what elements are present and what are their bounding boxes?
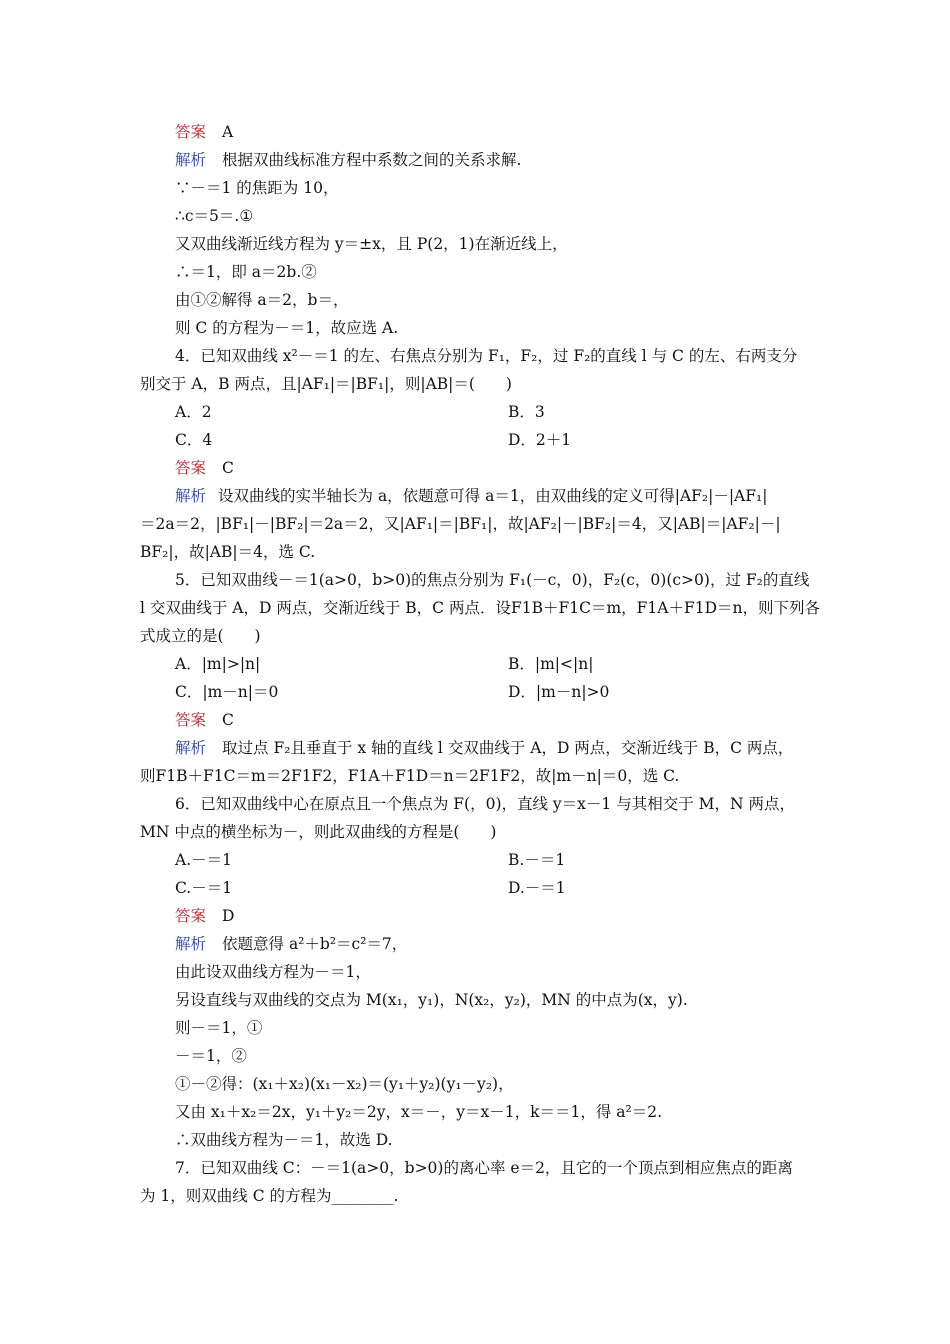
analysis-text: 设双曲线的实半轴长为 a，依题意可得 a＝1，由双曲线的定义可得|AF₂|－|AF₁| <box>218 487 768 505</box>
option-b: B．|m|<|n| <box>508 655 594 673</box>
answer-line <box>175 122 233 142</box>
question-4-stem-cont: 别交于 A，B 两点，且|AF₁|＝|BF₁|，则|AB|＝( ) <box>140 375 512 393</box>
answer-label: 答案 <box>175 907 207 925</box>
text-line: BF₂|，故|AB|＝4，选 C. <box>140 543 316 561</box>
text-line: ∴双曲线方程为－＝1，故选 D. <box>175 1131 393 1149</box>
option-c: C．|m－n|＝0 <box>175 683 279 701</box>
text-line: －＝1，② <box>175 1047 247 1065</box>
text-line: ∴＝1，即 a＝2b.② <box>175 263 317 281</box>
analysis-line <box>175 934 407 954</box>
text-line: 又由 x₁＋x₂＝2x，y₁＋y₂＝2y，x＝－，y＝x－1，k＝＝1，得 a²＝2. <box>175 1103 663 1121</box>
answer-line <box>175 710 234 730</box>
answer-label: 答案 <box>175 459 207 477</box>
answer-label: 答案 <box>175 123 207 141</box>
analysis-text: 依题意得 a²＋b²＝c²＝7， <box>222 935 408 953</box>
analysis-line <box>175 486 767 506</box>
option-a: A．2 <box>175 403 212 421</box>
text-line: 则F1B＋F1C＝m＝2F1F2，F1A＋F1D＝n＝2F1F2，故|m－n|＝0，选 C. <box>140 767 680 785</box>
analysis-line <box>175 738 793 758</box>
text-line: 由此设双曲线方程为－＝1， <box>175 963 371 981</box>
option-a: A.－＝1 <box>175 851 232 869</box>
answer-line <box>175 458 234 478</box>
text-line: ＝2a＝2，|BF₁|－|BF₂|＝2a＝2，又|AF₁|＝|BF₁|，故|AF₂|－|BF₂|＝4，又|AB|＝|AF₂|－| <box>140 515 781 533</box>
answer-value: C <box>222 459 234 477</box>
question-6-stem-cont: MN 中点的横坐标为－，则此双曲线的方程是( ) <box>140 823 497 841</box>
answer-value: C <box>222 711 234 729</box>
option-c: C.－＝1 <box>175 879 233 897</box>
question-7-stem: 7．已知双曲线 C：－＝1(a>0，b>0)的离心率 e＝2，且它的一个顶点到相应焦点的距离 <box>175 1159 793 1177</box>
text-line: 又双曲线渐近线方程为 y＝±x，且 P(2，1)在渐近线上， <box>175 235 568 253</box>
question-6-stem: 6．已知双曲线中心在原点且一个焦点为 F(，0)，直线 y＝x－1 与其相交于 M，N 两点， <box>175 795 796 813</box>
answer-line <box>175 906 234 926</box>
analysis-line <box>175 150 521 170</box>
analysis-label: 解析 <box>175 739 207 757</box>
question-5-stem: 5．已知双曲线－＝1(a>0，b>0)的焦点分别为 F₁(－c，0)，F₂(c，0)(c>0)，过 F₂的直线 <box>175 571 810 589</box>
analysis-label: 解析 <box>175 935 207 953</box>
text-line: 由①②解得 a＝2，b＝， <box>175 291 349 309</box>
option-d: D．2＋1 <box>508 431 572 449</box>
option-c: C．4 <box>175 431 213 449</box>
analysis-label: 解析 <box>175 151 207 169</box>
answer-value: A <box>222 123 234 141</box>
text-line: ∴c＝5＝.① <box>175 207 254 225</box>
text-line: ∵－＝1 的焦距为 10， <box>175 179 339 197</box>
answer-value: D <box>222 907 235 925</box>
option-d: D.－＝1 <box>508 879 566 897</box>
option-b: B.－＝1 <box>508 851 566 869</box>
text-line: ①－②得：(x₁＋x₂)(x₁－x₂)＝(y₁＋y₂)(y₁－y₂)， <box>175 1075 514 1093</box>
question-4-stem: 4．已知双曲线 x²－＝1 的左、右焦点分别为 F₁，F₂，过 F₂的直线 l 与 C 的左、右两支分 <box>175 347 798 365</box>
analysis-text: 根据双曲线标准方程中系数之间的关系求解. <box>222 151 522 169</box>
option-d: D．|m－n|>0 <box>508 683 610 701</box>
question-5-stem-cont: 式成立的是( ) <box>140 627 261 645</box>
question-5-stem-cont: l 交双曲线于 A，D 两点，交渐近线于 B，C 两点．设F1B＋F1C＝m，F1A＋F1D＝n，则下列各 <box>140 599 820 617</box>
option-b: B．3 <box>508 403 545 421</box>
text-line: 另设直线与双曲线的交点为 M(x₁，y₁)，N(x₂，y₂)，MN 的中点为(x，y). <box>175 991 688 1009</box>
text-line: 则 C 的方程为－＝1，故应选 A. <box>175 319 399 337</box>
option-a: A．|m|>|n| <box>175 655 261 673</box>
question-7-stem-cont: 为 1，则双曲线 C 的方程为________. <box>140 1187 399 1205</box>
text-line: 则－＝1，① <box>175 1019 263 1037</box>
analysis-label: 解析 <box>175 487 207 505</box>
analysis-text: 取过点 F₂且垂直于 x 轴的直线 l 交双曲线于 A，D 两点，交渐近线于 B，C 两点， <box>222 739 794 757</box>
answer-label: 答案 <box>175 711 207 729</box>
